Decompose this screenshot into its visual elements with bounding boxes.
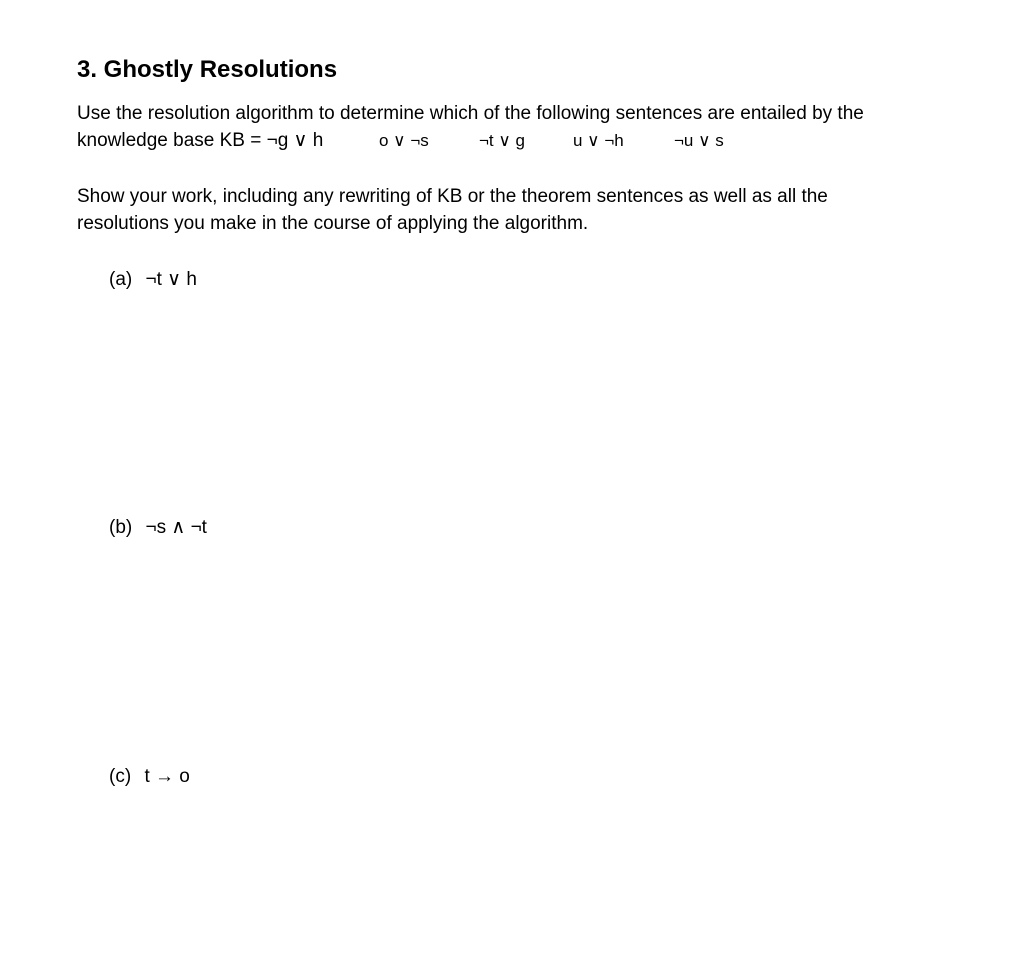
instructions-paragraph [77,183,828,237]
section-title: 3. Ghostly Resolutions [77,56,338,83]
part-a-sentence: ¬t ∨ h [145,269,197,290]
knowledge-base-line [77,127,724,154]
kb-clause-1: o ∨ ¬s [379,131,429,150]
part-c-label: (c) [109,766,132,787]
kb-clause-3: u ∨ ¬h [573,131,624,150]
kb-clause-2: ¬t ∨ g [479,131,525,150]
part-a [109,266,197,293]
intro-line-1: Use the resolution algorithm to determine which of the following sentences are entailed by the [77,103,864,124]
kb-clause-4: ¬u ∨ s [674,131,724,150]
instructions-line-2: resolutions you make in the course of applying the algorithm. [77,213,589,234]
part-b [109,514,207,541]
part-c [109,763,190,790]
part-c-sentence: t → o [144,766,190,787]
part-a-label: (a) [109,269,133,290]
knowledge-base-prefix: knowledge base KB = ¬g ∨ h [77,130,324,151]
part-b-label: (b) [109,517,133,538]
part-b-sentence: ¬s ∧ ¬t [145,517,207,538]
instructions-line-1: Show your work, including any rewriting of KB or the theorem sentences as well as all the [77,186,828,207]
